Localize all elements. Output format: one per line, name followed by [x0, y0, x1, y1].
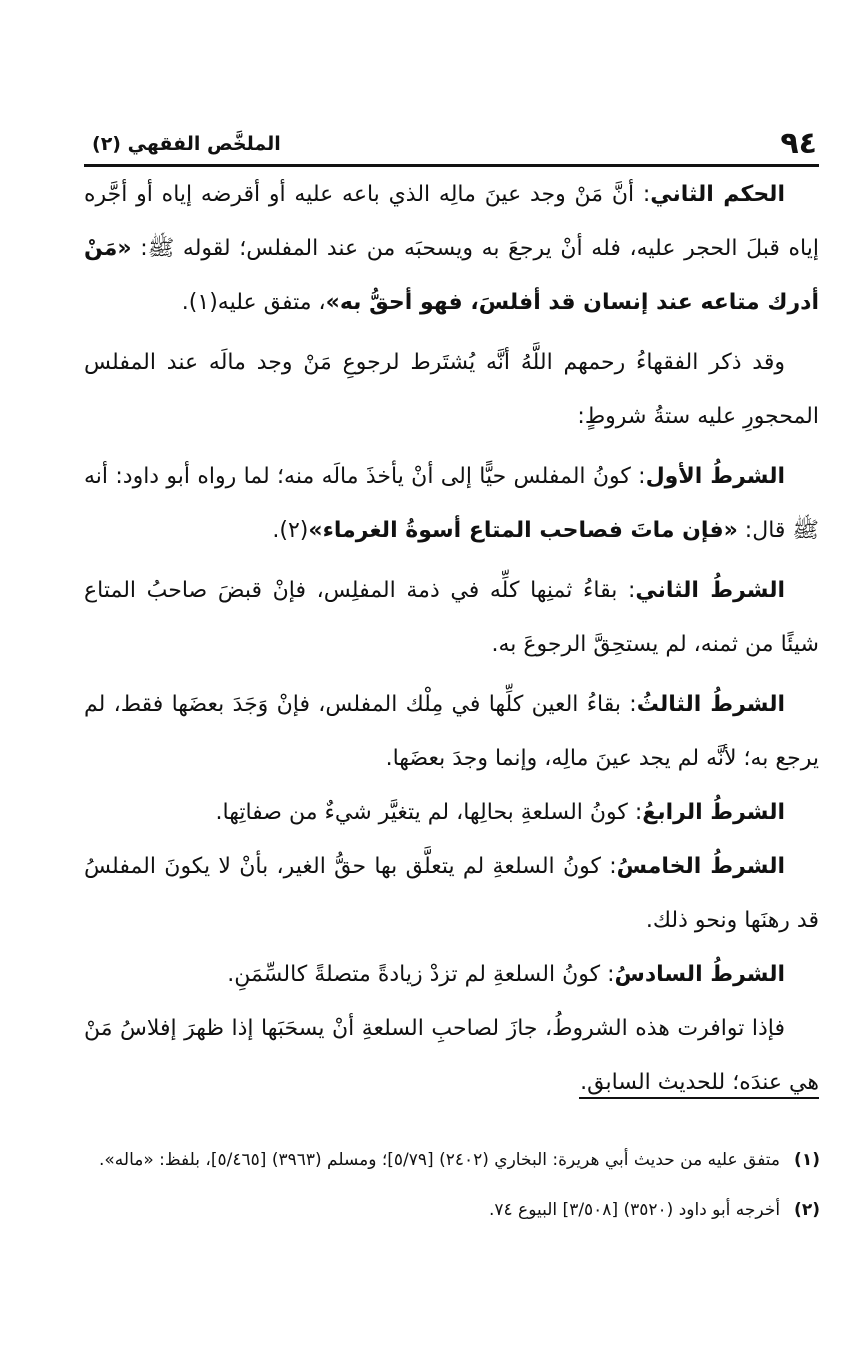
footnotes: [90, 1137, 820, 1237]
paragraph-text: : كونُ السلعةِ لم يتعلَّق بها حقُّ الغير، بأنْ لا يكونَ المفلسُ قد رهنَها ونحو ذلك.: [84, 854, 819, 933]
paragraph-text: : كونُ السلعةِ بحالِها، لم يتغيَّر شيءٌ من صفاتِها.: [215, 800, 643, 825]
paragraph-conclusion: [84, 1002, 819, 1110]
hadith-quote: «فإن ماتَ فصاحب المتاع أسوةُ الغرماء»: [308, 518, 738, 543]
paragraph-heading: الشرطُ الثاني: [635, 578, 785, 603]
page-header: [92, 124, 817, 164]
footnote-item: [90, 1137, 820, 1183]
paragraph-second-ruling: [84, 168, 819, 330]
main-text: [84, 168, 819, 1110]
page-number: ٩٤: [780, 126, 817, 161]
paragraph-text: : أنَّ مَنْ وجد عينَ مالِه الذي باعه عليه أو أقرضه إياه أو أجَّره إياه قبلَ الحجر عليه، فله أنْ يرجعَ به ويسحبَه من عند المفلس؛ لقوله ﷺ:: [84, 182, 819, 261]
paragraph-tail: ، متفق عليه(١).: [181, 290, 326, 315]
paragraph-condition-2: [84, 564, 819, 672]
paragraph-conditions-intro: [84, 336, 819, 444]
paragraph-heading: الشرطُ السادسُ: [614, 962, 785, 987]
footnote-text: متفق عليه من حديث أبي هريرة: البخاري (٢٤٠٢) [٥/٧٩]؛ ومسلم (٣٩٦٣) [٥/٤٦٥]، بلفظ: «ماله».: [98, 1150, 781, 1170]
paragraph-heading: الشرطُ الأول: [645, 464, 785, 489]
paragraph-tail: (٢).: [272, 518, 309, 543]
paragraph-condition-6: [84, 948, 819, 1002]
paragraph-text: : كونُ المفلس حيًّا إلى أنْ يأخذَ مالَه منه؛ لما رواه أبو داود: أنه ﷺ قال:: [84, 464, 819, 543]
paragraph-condition-1: [84, 450, 819, 558]
footnote-separator: [579, 1097, 819, 1099]
paragraph-condition-4: [84, 786, 819, 840]
footnote-text: أخرجه أبو داود (٣٥٢٠) [٣/٥٠٨] البيوع ٧٤.: [488, 1200, 781, 1220]
footnote-number: (١): [794, 1150, 820, 1170]
header-rule: [84, 164, 819, 167]
paragraph-heading: الحكم الثاني: [650, 182, 785, 207]
paragraph-text: : كونُ السلعةِ لم تزدْ زيادةً متصلةً كالسِّمَنِ.: [227, 962, 615, 987]
paragraph-text: وقد ذكر الفقهاءُ رحمهم اللَّهُ أنَّه يُشتَرط لرجوعِ مَنْ وجد مالَه عند المفلس المحجورِ عليه ستةُ شروطٍ:: [84, 350, 819, 429]
footnote-item: [90, 1187, 820, 1233]
running-title: الملخَّص الفقهي (٢): [92, 133, 281, 155]
paragraph-text: : بقاءُ ثمنِها كلِّه في ذمة المفلِس، فإنْ قبضَ صاحبُ المتاع شيئًا من ثمنه، لم يستحِقَّ الرجوعَ به.: [84, 578, 819, 657]
footnote-number: (٢): [794, 1200, 820, 1220]
paragraph-heading: الشرطُ الثالثُ: [636, 692, 785, 717]
hadith-quote: «مَنْ أدرك متاعه عند إنسان قد أفلسَ، فهو أحقُّ به»: [84, 236, 819, 315]
paragraph-heading: الشرطُ الرابعُ: [642, 800, 785, 825]
paragraph-heading: الشرطُ الخامسُ: [616, 854, 785, 879]
paragraph-text: : بقاءُ العين كلِّها في مِلْك المفلس، فإنْ وَجَدَ بعضَها فقط، لم يرجع به؛ لأنَّه لم يجد عينَ مالِه، وإنما وجدَ بعضَها.: [84, 692, 819, 771]
paragraph-condition-5: [84, 840, 819, 948]
paragraph-condition-3: [84, 678, 819, 786]
paragraph-text: فإذا توافرت هذه الشروطُ، جازَ لصاحبِ السلعةِ أنْ يسحَبَها إذا ظهرَ إفلاسُ مَنْ هي عندَه؛ للحديث السابق.: [84, 1016, 819, 1095]
